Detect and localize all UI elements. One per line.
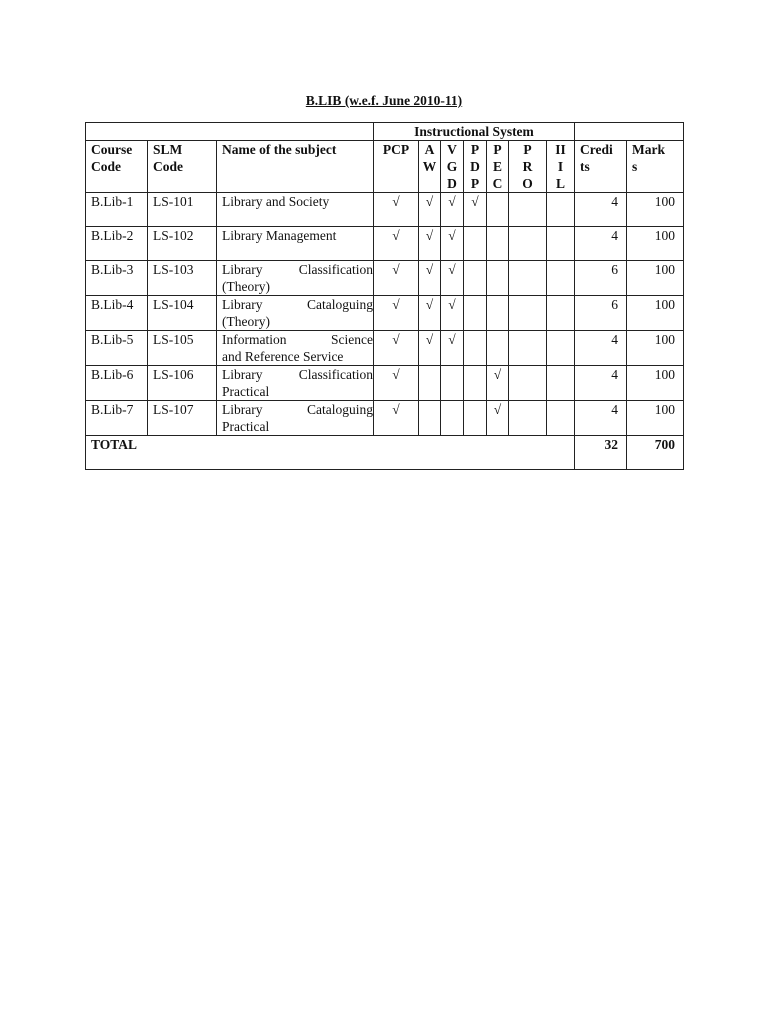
credits-header: Credi ts bbox=[575, 141, 627, 193]
vgd-tick bbox=[441, 366, 464, 401]
table-row bbox=[86, 261, 684, 296]
pec-tick: √ bbox=[487, 401, 509, 436]
table-row bbox=[86, 193, 684, 227]
marks-cell: 100 bbox=[627, 401, 684, 436]
credits-cell: 6 bbox=[575, 296, 627, 331]
credits-cell: 6 bbox=[575, 261, 627, 296]
table-row bbox=[86, 331, 684, 366]
subject-cell: Library Cataloguing Practical bbox=[217, 401, 374, 436]
aw-tick: √ bbox=[419, 193, 441, 227]
aw-tick bbox=[419, 366, 441, 401]
pec-tick bbox=[487, 331, 509, 366]
slm-code-cell: LS-103 bbox=[148, 261, 217, 296]
vgd-header: V G D bbox=[441, 141, 464, 193]
vgd-tick bbox=[441, 401, 464, 436]
table-row bbox=[86, 227, 684, 261]
pec-tick bbox=[487, 193, 509, 227]
marks-cell: 100 bbox=[627, 366, 684, 401]
aw-tick: √ bbox=[419, 261, 441, 296]
pec-tick: √ bbox=[487, 366, 509, 401]
slm-code-header: SLM Code bbox=[148, 141, 217, 193]
course-code-cell: B.Lib-1 bbox=[86, 193, 148, 227]
marks-cell: 100 bbox=[627, 261, 684, 296]
iil-tick bbox=[547, 401, 575, 436]
vgd-tick: √ bbox=[441, 193, 464, 227]
pec-tick bbox=[487, 296, 509, 331]
pcp-header: PCP bbox=[374, 141, 419, 193]
total-label: TOTAL bbox=[86, 436, 575, 470]
iil-tick bbox=[547, 227, 575, 261]
iil-tick bbox=[547, 366, 575, 401]
subject-header: Name of the subject bbox=[217, 141, 374, 193]
slm-code-cell: LS-101 bbox=[148, 193, 217, 227]
course-code-cell: B.Lib-7 bbox=[86, 401, 148, 436]
header-empty-cell bbox=[575, 123, 684, 141]
pcp-tick: √ bbox=[374, 261, 419, 296]
pdp-tick bbox=[464, 227, 487, 261]
vgd-tick: √ bbox=[441, 261, 464, 296]
iil-header: II I L bbox=[547, 141, 575, 193]
pro-tick bbox=[509, 401, 547, 436]
aw-tick: √ bbox=[419, 227, 441, 261]
course-code-cell: B.Lib-2 bbox=[86, 227, 148, 261]
marks-cell: 100 bbox=[627, 193, 684, 227]
marks-cell: 100 bbox=[627, 296, 684, 331]
total-marks: 700 bbox=[627, 436, 684, 470]
iil-tick bbox=[547, 193, 575, 227]
header-row bbox=[86, 141, 684, 193]
slm-code-cell: LS-106 bbox=[148, 366, 217, 401]
marks-cell: 100 bbox=[627, 331, 684, 366]
pro-tick bbox=[509, 296, 547, 331]
pcp-tick: √ bbox=[374, 401, 419, 436]
subject-cell: Library and Society bbox=[217, 193, 374, 227]
table-row bbox=[86, 401, 684, 436]
pcp-tick: √ bbox=[374, 193, 419, 227]
table-row bbox=[86, 366, 684, 401]
pro-tick bbox=[509, 331, 547, 366]
pcp-tick: √ bbox=[374, 296, 419, 331]
course-code-header: Course Code bbox=[86, 141, 148, 193]
pcp-tick: √ bbox=[374, 331, 419, 366]
credits-cell: 4 bbox=[575, 331, 627, 366]
subject-cell: Information Science and Reference Service bbox=[217, 331, 374, 366]
aw-tick bbox=[419, 401, 441, 436]
course-code-cell: B.Lib-3 bbox=[86, 261, 148, 296]
pec-tick bbox=[487, 227, 509, 261]
vgd-tick: √ bbox=[441, 296, 464, 331]
iil-tick bbox=[547, 331, 575, 366]
slm-code-cell: LS-104 bbox=[148, 296, 217, 331]
aw-header: A W bbox=[419, 141, 441, 193]
course-code-cell: B.Lib-6 bbox=[86, 366, 148, 401]
pdp-tick bbox=[464, 261, 487, 296]
header-empty-cell bbox=[86, 123, 374, 141]
course-code-cell: B.Lib-5 bbox=[86, 331, 148, 366]
pdp-tick bbox=[464, 366, 487, 401]
pro-tick bbox=[509, 193, 547, 227]
credits-cell: 4 bbox=[575, 193, 627, 227]
iil-tick bbox=[547, 296, 575, 331]
total-row bbox=[86, 436, 684, 470]
instructional-system-header: Instructional System bbox=[374, 123, 575, 141]
subject-cell: Library Classification Practical bbox=[217, 366, 374, 401]
document-title: B.LIB (w.e.f. June 2010-11) bbox=[305, 93, 463, 108]
aw-tick: √ bbox=[419, 331, 441, 366]
slm-code-cell: LS-102 bbox=[148, 227, 217, 261]
credits-cell: 4 bbox=[575, 401, 627, 436]
pdp-tick bbox=[464, 401, 487, 436]
slm-code-cell: LS-107 bbox=[148, 401, 217, 436]
marks-cell: 100 bbox=[627, 227, 684, 261]
pro-tick bbox=[509, 366, 547, 401]
pcp-tick: √ bbox=[374, 366, 419, 401]
pro-tick bbox=[509, 261, 547, 296]
pec-header: P E C bbox=[487, 141, 509, 193]
subject-cell: Library Classification (Theory) bbox=[217, 261, 374, 296]
subject-cell: Library Management bbox=[217, 227, 374, 261]
vgd-tick: √ bbox=[441, 331, 464, 366]
marks-header: Mark s bbox=[627, 141, 684, 193]
pcp-tick: √ bbox=[374, 227, 419, 261]
iil-tick bbox=[547, 261, 575, 296]
pro-tick bbox=[509, 227, 547, 261]
subject-cell: Library Cataloguing (Theory) bbox=[217, 296, 374, 331]
pro-header: P R O bbox=[509, 141, 547, 193]
credits-cell: 4 bbox=[575, 227, 627, 261]
header-group-row bbox=[86, 123, 684, 141]
pdp-tick bbox=[464, 331, 487, 366]
pdp-tick bbox=[464, 296, 487, 331]
credits-cell: 4 bbox=[575, 366, 627, 401]
aw-tick: √ bbox=[419, 296, 441, 331]
vgd-tick: √ bbox=[441, 227, 464, 261]
pec-tick bbox=[487, 261, 509, 296]
table-row bbox=[86, 296, 684, 331]
slm-code-cell: LS-105 bbox=[148, 331, 217, 366]
course-code-cell: B.Lib-4 bbox=[86, 296, 148, 331]
pdp-header: P D P bbox=[464, 141, 487, 193]
total-credits: 32 bbox=[575, 436, 627, 470]
pdp-tick: √ bbox=[464, 193, 487, 227]
course-schedule-table bbox=[85, 122, 684, 470]
